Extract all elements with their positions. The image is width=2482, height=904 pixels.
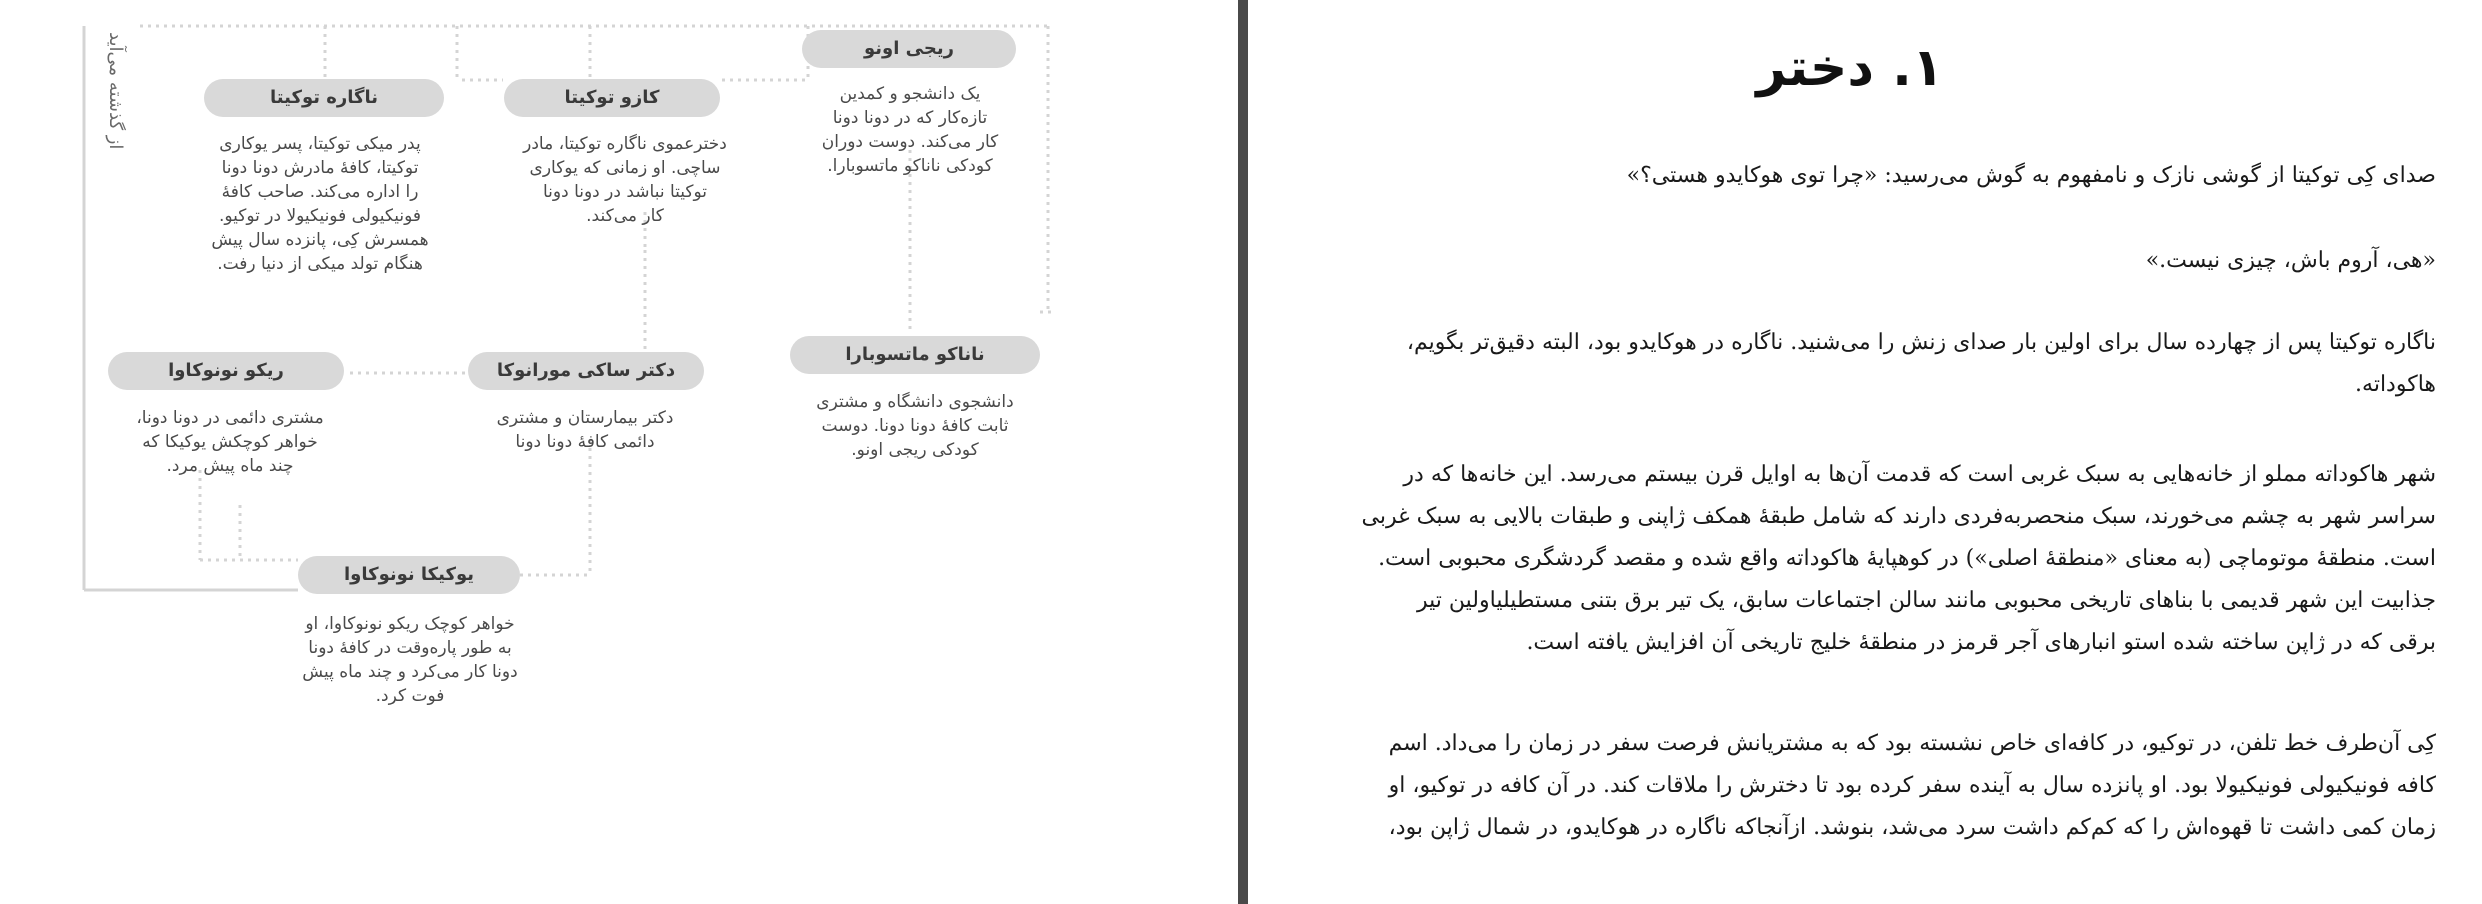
node-yukika-nonokawa-label: یوکیکا نونوکاوا bbox=[298, 556, 520, 594]
paragraph-3: ناگاره توکیتا پس از چهارده سال برای اولین بار صدای زنش را می‌شنید. ناگاره در هوکایدو بود، البته دقیق‌تر بگویم، هاکوداته. bbox=[1406, 330, 2436, 397]
paragraph-2: «هی، آروم باش، چیزی نیست.» bbox=[2145, 248, 2436, 273]
node-nanako-matsubara-label: ناناکو ماتسوبارا bbox=[790, 336, 1040, 374]
side-note: از گذشته می‌آید bbox=[105, 32, 126, 150]
node-yukika-nonokawa-description: خواهر کوچک ریکو نونوکاوا، او به طور پاره‌وقت در کافهٔ دونا دونا کار می‌کرد و چند ماه پیش فوت کرد. bbox=[302, 614, 518, 706]
node-riko-nonokawa-label: ریکو نونوکاوا bbox=[108, 352, 344, 390]
node-nagare-tokita-label: ناگاره توکیتا bbox=[204, 79, 444, 117]
node-kazu-tokita-description: دخترعموی ناگاره توکیتا، مادر ساچی. او زمانی که یوکاری توکیتا نباشد در دونا دونا کار می‌کند. bbox=[523, 134, 727, 226]
node-rieji-ono-description: یک دانشجو و کمدین تازه‌کار که در دونا دونا کار می‌کند. دوست دوران کودکی ناناکو ماتسوبارا. bbox=[821, 84, 999, 176]
paragraph-4: شهر هاکوداته مملو از خانه‌هایی به سبک غربی است که قدمت آن‌ها به اوایل قرن بیستم می‌رسد. این خانه‌ها که در سراسر شهر به چشم می‌خورند، سبک منحصربه‌فردی دارند که شامل طبقهٔ همکف ژاپنی و طبقات بالایی به سبک غربی است. منطقهٔ موتوماچی (به معنای «منطقهٔ اصلی») در کوهپایهٔ هاکوداته واقع شده و مقصد گردشگری محبوبی است. جذابیت این شهر قدیمی با بناهای تاریخی محبوبی مانند سالن اجتماعات سابق، یک تیر برق بتنی مستطیلیاولین تیر برقی که در ژاپن ساخته شده استو انبارهای آجر قرمز در منطقهٔ خلیج تاریخی آن افزایش یافته است. bbox=[1361, 462, 2436, 655]
book-spine-divider bbox=[1238, 0, 1248, 904]
node-nanako-matsubara-description: دانشجوی دانشگاه و مشتری ثابت کافهٔ دونا دونا. دوست کودکی ریجی اونو. bbox=[816, 392, 1014, 460]
paragraph-5: کِی آن‌طرف خط تلفن، در توکیو، در کافه‌ای خاص نشسته بود که به مشتریانش فرصت سفر در زمان را می‌داد. اسم کافه فونیکیولی فونیکیولا بود. او پانزده سال به آینده سفر کرده بود تا دخترش را ملاقات کند. در آن کافه در توکیو، او زمان کمی داشت تا قهوه‌اش را که کم‌کم داشت سرد می‌شد، بنوشد. ازآنجاکه ناگاره در هوکایدو، در شمال ژاپن بود، bbox=[1388, 731, 2436, 840]
paragraph-1: صدای کِی توکیتا از گوشی نازک و نامفهوم به گوش می‌رسید: «چرا توی هوکایدو هستی؟» bbox=[1626, 163, 2436, 188]
node-saki-muranoka-description: دکتر بیمارستان و مشتری دائمی کافهٔ دونا دونا bbox=[496, 408, 674, 452]
node-nagare-tokita-description: پدر میکی توکیتا، پسر یوکاری توکیتا، کافهٔ مادرش دونا دونا را اداره می‌کند. صاحب کافهٔ فونیکیولی فونیکیولا در توکیو. همسرش کِی، پانزده سال پیش هنگام تولد میکی از دنیا رفت. bbox=[211, 134, 429, 274]
node-rieji-ono-label: ریجی اونو bbox=[802, 30, 1016, 68]
node-riko-nonokawa-description: مشتری دائمی در دونا دونا، خواهر کوچکش یوکیکا که چند ماه پیش مرد. bbox=[136, 408, 324, 476]
chapter-title: ۱. دختر bbox=[1756, 38, 1944, 98]
node-kazu-tokita-label: کازو توکیتا bbox=[504, 79, 720, 117]
left-page bbox=[0, 0, 1238, 904]
node-saki-muranoka-label: دکتر ساکی مورانوکا bbox=[468, 352, 704, 390]
